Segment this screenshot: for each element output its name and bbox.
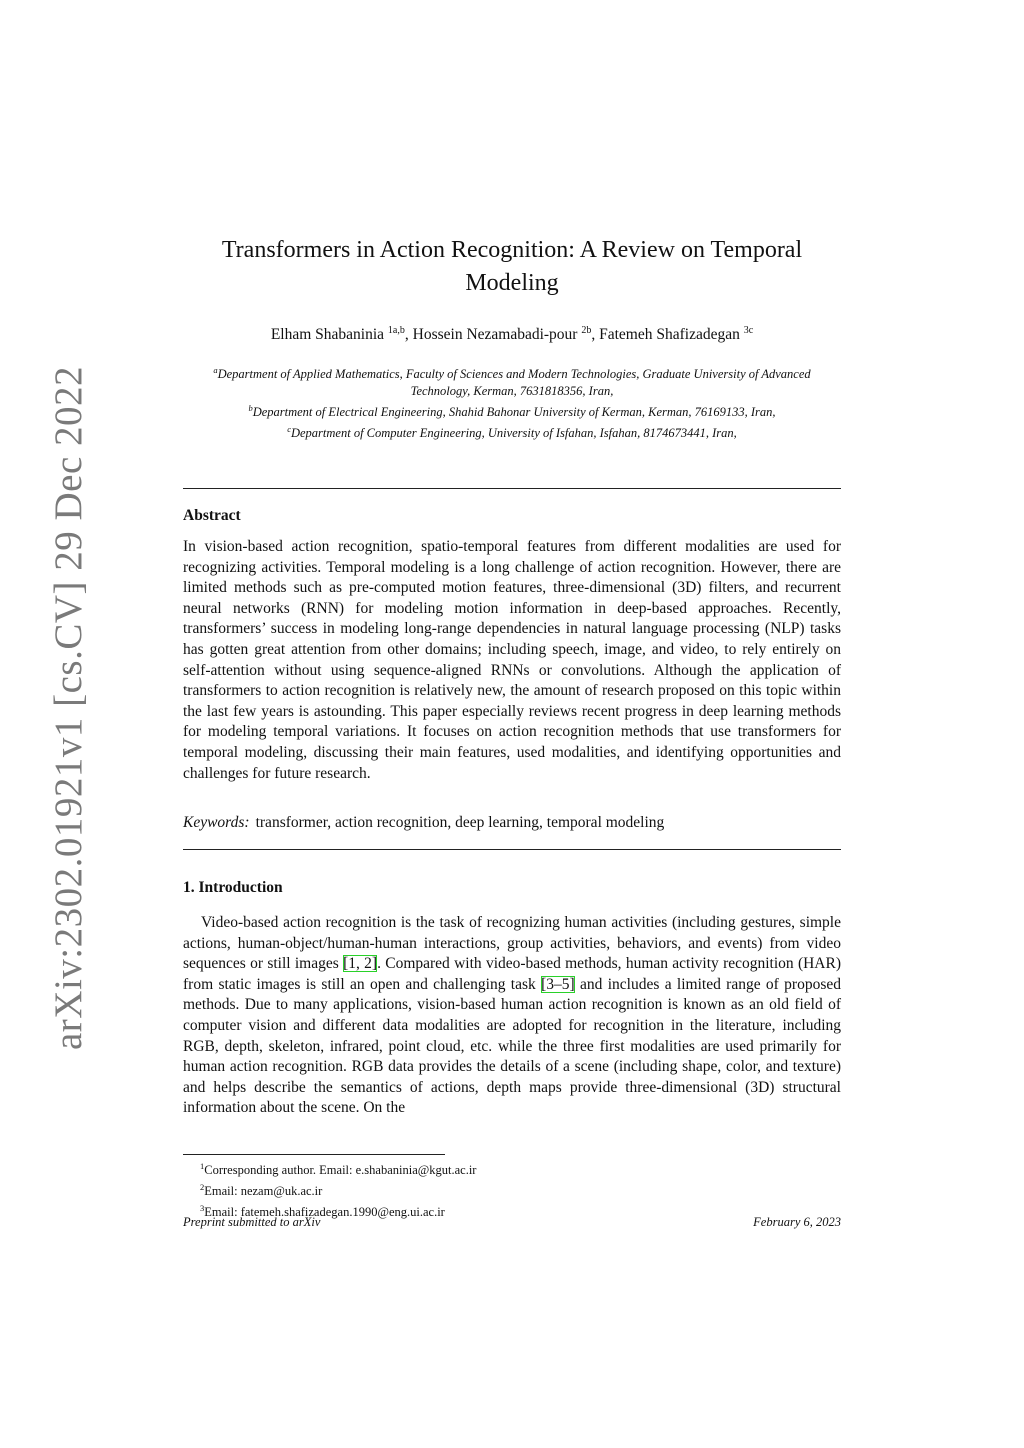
affiliation: $^b$Department of Electrical Engineering, Shahid Bahonar University of Kerman, Kerman, 76169133, Iran, bbox=[248, 403, 776, 420]
abstract-text: In vision-based action recognition, spatio-temporal features from different modalities are used for recognizing activities. Temporal modeling is a long challenge of action recognition. However, there are limited methods such as pre-computed motion features, three-dimensional (3D) filters, and recurrent neural networks (RNN) for modeling motion information in deep-based approaches. Recently, transformers’ success in modeling long-range dependencies in natural language processing (NLP) tasks has gotten great attention from other domains; including speech, image, and video, to rely entirely on self-attention without using sequence-aligned RNNs or convolutions. Although the application of transformers to action recognition is relatively new, the amount of research proposed on this topic within the last few years is astounding. This paper especially reviews recent progress in deep learning methods for modeling temporal variations. It focuses on action recognition methods that use transformers for temporal modeling, discussing their main features, used modalities, and identifying opportunities and challenges for future research. bbox=[183, 538, 841, 782]
abstract-heading: Abstract bbox=[183, 507, 241, 524]
paper-title: Transformers in Action Recognition: A Review on Temporal Modeling bbox=[221, 237, 803, 296]
affiliation-list bbox=[183, 362, 841, 442]
footnote: $^2$Email: nezam@uk.ac.ir bbox=[200, 1182, 323, 1199]
keywords-label: Keywords: bbox=[183, 814, 250, 831]
abstract-bottom-rule bbox=[183, 849, 841, 850]
citation-link[interactable]: [3–5] bbox=[541, 975, 575, 993]
section-heading-introduction: 1. Introduction bbox=[183, 879, 283, 896]
footnote-rule bbox=[183, 1154, 445, 1155]
preprint-note: Preprint submitted to arXiv bbox=[183, 1215, 321, 1229]
author-affil-mark: 2b bbox=[581, 325, 592, 336]
keywords bbox=[183, 814, 841, 832]
citation-link[interactable]: [1, 2] bbox=[343, 955, 378, 973]
author-affil-mark: 1a,b bbox=[387, 325, 405, 336]
affiliation: $^a$Department of Applied Mathematics, Faculty of Sciences and Modern Technologies, Graduate University of Advanced Technology, Kerman, 7631818356, Iran, bbox=[213, 365, 811, 399]
author-name: Fatemeh Shafizadegan bbox=[599, 326, 740, 344]
author-affil-mark: 3c bbox=[743, 325, 754, 336]
footnote: $^1$Corresponding author. Email: e.shabaninia@kgut.ac.ir bbox=[200, 1161, 477, 1178]
introduction-paragraph: Video-based action recognition is the task of recognizing human activities (including gestures, simple actions, human-object/human-human interactions, group activities, behaviors, and events) from video sequences or still images [1, 2]. Compared with video-based methods, human activity recognition (HAR) from static images is still an open and challenging task [3–5] and includes a limited range of proposed methods. Due to many applications, vision-based human action recognition is known as an old field of computer vision and different data modalities are adopted for recognition in the literature, including RGB, depth, skeleton, infrared, point cloud, etc. while the three first modalities are used primarily for human action recognition. RGB data provides the details of a scene (including shape, color, and texture) and helps describe the semantics of actions, depth maps provide three-dimensional (3D) structural information about the scene. On the bbox=[183, 914, 842, 1117]
preprint-date: February 6, 2023 bbox=[753, 1215, 841, 1229]
abstract-top-rule bbox=[183, 488, 841, 489]
author-name: Elham Shabaninia bbox=[270, 326, 385, 344]
author-list: Elham Shabaninia $^{1a,b}$, Hossein Nezamabadi-pour $^{2b}$, Fatemeh Shafizadegan $^{3c}$ bbox=[270, 325, 754, 344]
footnotes bbox=[200, 1158, 476, 1221]
footnote: $^3$Email: fatemeh.shafizadegan.1990@eng.ui.ac.ir bbox=[200, 1203, 445, 1220]
affiliation: $^c$Department of Computer Engineering, University of Isfahan, Isfahan, 8174673441, Iran, bbox=[287, 424, 737, 441]
arxiv-identifier-stamp: arXiv:2302.01921v1 [cs.CV] 29 Dec 2022 bbox=[47, 365, 90, 1050]
author-name: Hossein Nezamabadi-pour bbox=[412, 326, 578, 344]
keywords-text: transformer, action recognition, deep learning, temporal modeling bbox=[255, 814, 665, 831]
